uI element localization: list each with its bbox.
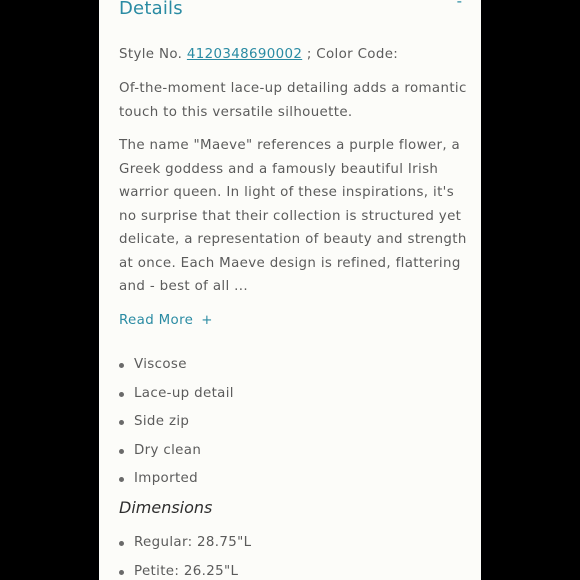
bullet-icon: [119, 392, 124, 397]
feature-text: Viscose: [134, 357, 187, 372]
feature-text: Imported: [134, 471, 198, 487]
list-item: [119, 562, 251, 580]
description-body: The name "Maeve" references a purple flower, a Greek goddess and a famously beautiful Irish warrior queen. In light of these inspirations, it's no surprise that their collection is structured yet delicate, a representation of beauty and strength at once. Each Maeve design is refined, flattering and - best of all ...: [119, 138, 467, 294]
read-more-link[interactable]: [119, 311, 213, 331]
feature-text: Dry clean: [134, 442, 202, 458]
bullet-icon: [119, 477, 124, 482]
bullet-icon: [119, 449, 124, 454]
dimension-text: Petite: 26.25"L: [134, 563, 239, 579]
dimensions-heading: Dimensions: [119, 498, 213, 517]
plus-icon: +: [201, 313, 213, 328]
dimensions-list: [119, 533, 251, 580]
list-item: [119, 469, 234, 498]
details-title: Details: [119, 0, 183, 19]
description-intro: Of-the-moment lace-up detailing adds a romantic touch to this versatile silhouette.: [119, 81, 467, 120]
bullet-icon: [119, 420, 124, 425]
bullet-icon: [119, 570, 124, 575]
list-item: [119, 441, 234, 470]
list-item: [119, 384, 234, 413]
style-number-link[interactable]: 4120348690002: [186, 47, 303, 62]
bullet-icon: [119, 363, 124, 368]
features-list: [119, 355, 234, 498]
details-accordion-header[interactable]: [119, 0, 464, 26]
list-item: [119, 412, 234, 441]
list-item: [119, 355, 234, 384]
color-code-label: ; Color Code:: [306, 47, 399, 62]
feature-text: Side zip: [134, 414, 190, 430]
style-number-line: [119, 45, 398, 65]
bullet-icon: [119, 541, 124, 546]
list-item: [119, 533, 251, 562]
dimension-text: Regular: 28.75"L: [134, 535, 252, 550]
feature-text: Lace-up detail: [134, 385, 234, 401]
product-details-panel: [99, 0, 481, 580]
collapse-icon[interactable]: -: [456, 0, 462, 10]
read-more-label: Read More: [119, 313, 194, 328]
style-label: Style No.: [119, 47, 183, 62]
